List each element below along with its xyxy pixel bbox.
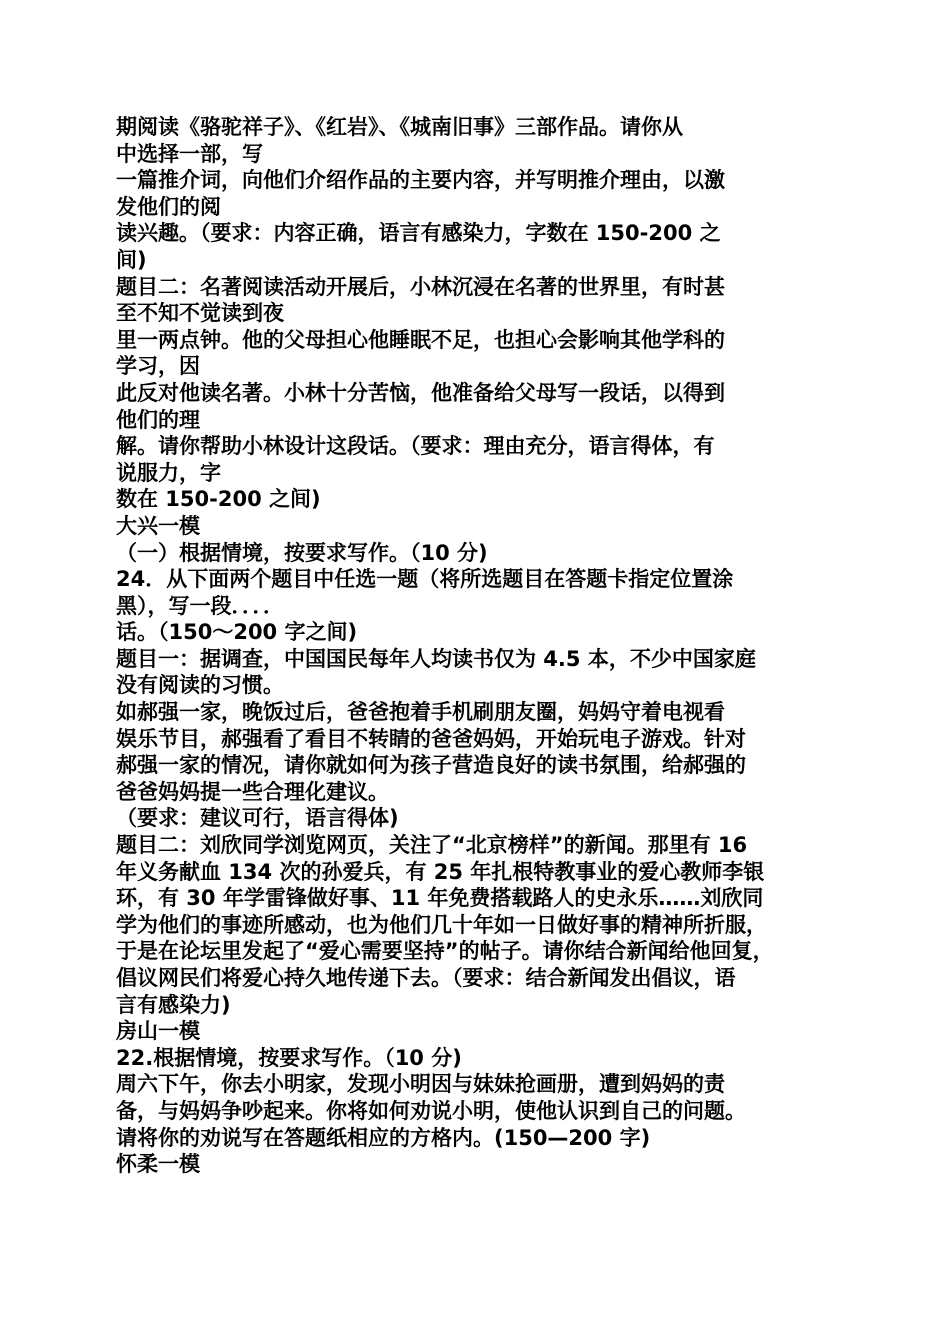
text-line: 他们的理 xyxy=(116,407,200,432)
text-line: 中选择一部，写 xyxy=(116,141,263,166)
text-line: 数在 150-200 之间) xyxy=(116,487,321,512)
text-line: 娱乐节目，郝强看了看目不转睛的爸爸妈妈，开始玩电子游戏。针对 xyxy=(116,726,746,751)
text-line: 备，与妈妈争吵起来。你将如何劝说小明，使他认识到自己的问题。 xyxy=(116,1098,746,1123)
text-line: 于是在论坛里发起了“爱心需要坚持”的帖子。请你结合新闻给他回复， xyxy=(116,939,774,964)
text-line: （要求：建议可行，语言得体) xyxy=(116,806,399,831)
text-line: 24．从下面两个题目中任选一题（将所选题目在答题卡指定位置涂 xyxy=(116,567,734,592)
text-line: 22.根据情境，按要求写作。（10 分) xyxy=(116,1045,462,1070)
text-line: 郝强一家的情况，请你就如何为孩子营造良好的读书氛围，给郝强的 xyxy=(116,753,746,778)
text-line: 解。请你帮助小林设计这段话。（要求：理由充分，语言得体，有 xyxy=(116,434,715,459)
text-line: 发他们的阅 xyxy=(116,194,221,219)
text-line: 黑），写一段．．．． xyxy=(116,593,284,618)
text-line: 说服力，字 xyxy=(116,460,221,485)
text-line: 读兴趣。（要求：内容正确，语言有感染力，字数在 150-200 之 xyxy=(116,221,721,246)
text-line: 倡议网民们将爱心持久地传递下去。（要求：结合新闻发出倡议，语 xyxy=(116,966,736,990)
text-line: 一篇推介词，向他们介绍作品的主要内容，并写明推介理由，以激 xyxy=(116,168,725,193)
text-line: 此反对他读名著。小林十分苦恼，他准备给父母写一段话，以得到 xyxy=(116,380,725,405)
text-line: （一）根据情境，按要求写作。（10 分) xyxy=(116,540,488,565)
text-line: 爸爸妈妈提一些合理化建议。 xyxy=(116,779,389,804)
text-line: 题目一：据调查，中国国民每年人均读书仅为 4.5 本，不少中国家庭 xyxy=(116,646,756,671)
text-line: 学习，因 xyxy=(116,354,200,379)
section-heading: 怀柔一模 xyxy=(116,1152,200,1177)
text-line: 里一两点钟。他的父母担心他睡眠不足，也担心会影响其他学科的 xyxy=(116,327,725,352)
text-line: 言有感染力) xyxy=(116,992,231,1017)
text-line: 至不知不觉读到夜 xyxy=(116,301,284,326)
text-line: 学为他们的事迹所感动，也为他们几十年如一日做好事的精神所折服， xyxy=(116,912,767,937)
section-heading: 大兴一模 xyxy=(116,513,200,538)
text-line: 如郝强一家，晚饭过后，爸爸抱着手机刷朋友圈，妈妈守着电视看 xyxy=(116,700,725,725)
text-line: 题目二：刘欣同学浏览网页，关注了“北京榜样”的新闻。那里有 16 xyxy=(116,833,748,858)
text-line: 年义务献血 134 次的孙爱兵，有 25 年扎根特教事业的爱心教师李银 xyxy=(116,859,765,884)
text-line: 期阅读《骆驼祥子》、《红岩》、《城南旧事》三部作品。请你从 xyxy=(116,115,683,139)
text-line: 请将你的劝说写在答题纸相应的方格内。(150—200 字) xyxy=(116,1125,651,1150)
text-line: 周六下午，你去小明家，发现小明因与妹妹抢画册，遭到妈妈的责 xyxy=(116,1072,725,1097)
text-line: 间) xyxy=(116,247,147,272)
text-line: 没有阅读的习惯。 xyxy=(116,673,284,698)
text-line: 话。（150～200 字之间) xyxy=(116,620,358,645)
text-line: 环，有 30 年学雷锋做好事、11 年免费搭载路人的史永乐……刘欣同 xyxy=(116,886,764,911)
text-line: 题目二：名著阅读活动开展后，小林沉浸在名著的世界里，有时甚 xyxy=(116,274,725,299)
section-heading: 房山一模 xyxy=(116,1019,200,1044)
document-page xyxy=(116,114,856,1178)
